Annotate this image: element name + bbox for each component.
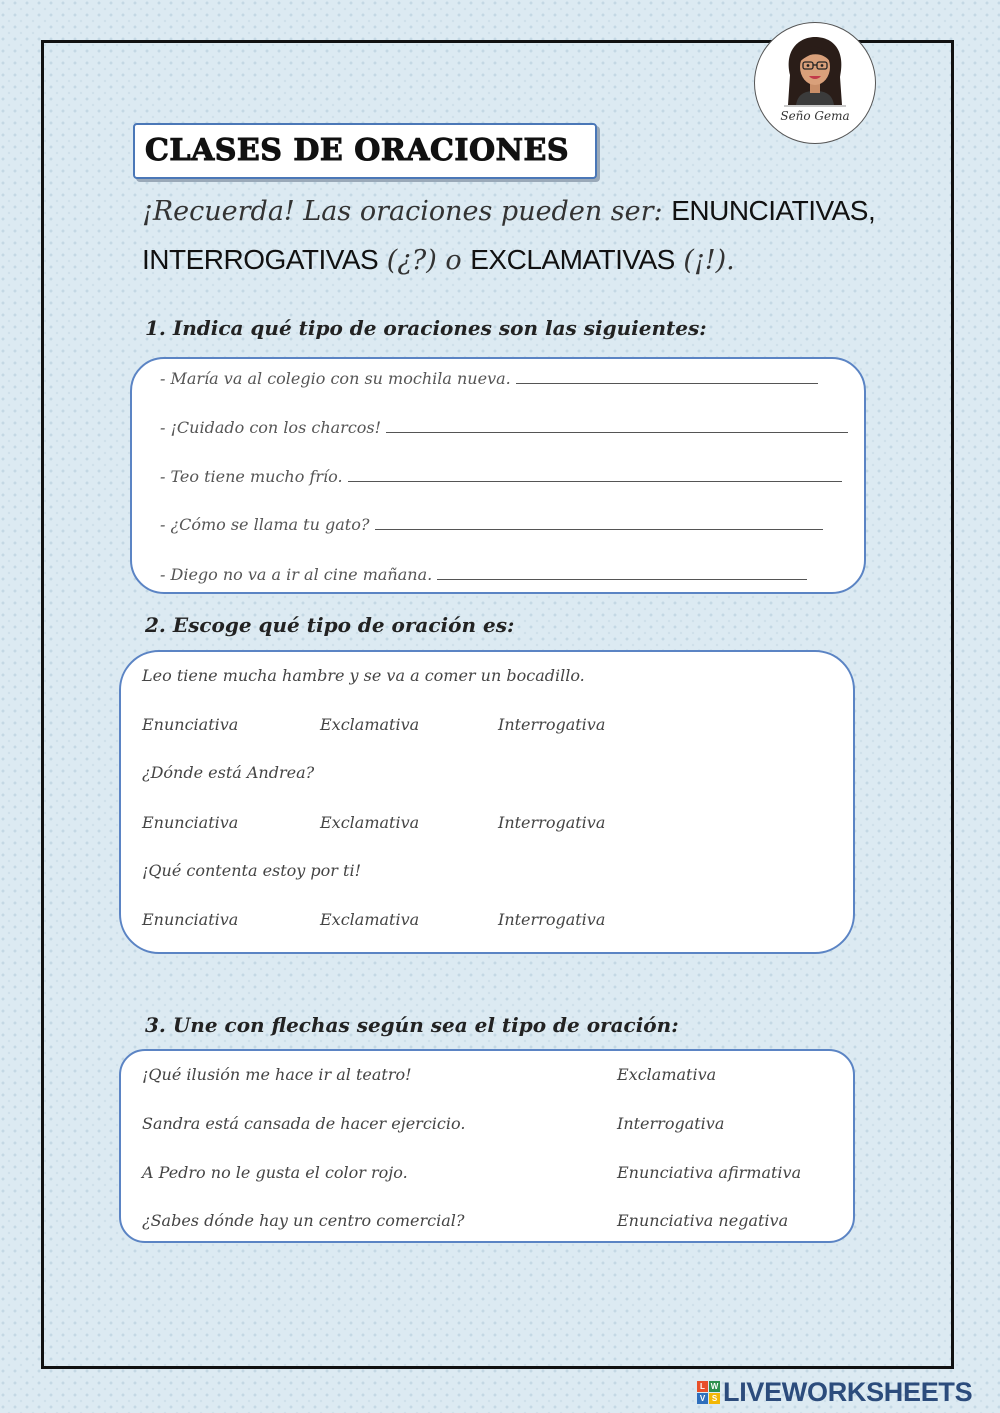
match-left-item[interactable]: ¿Sabes dónde hay un centro comercial? xyxy=(142,1211,465,1230)
exercise-1-item xyxy=(160,515,823,534)
avatar-caption: Seño Gema xyxy=(780,109,850,123)
match-left-item[interactable]: A Pedro no le gusta el color rojo. xyxy=(142,1163,408,1182)
answer-field[interactable] xyxy=(375,516,823,530)
exercise-2-box xyxy=(119,650,855,954)
match-right-item[interactable]: Interrogativa xyxy=(617,1114,725,1133)
option-interrogativa[interactable]: Interrogativa xyxy=(498,813,606,832)
worksheet-title: CLASES DE ORACIONES xyxy=(145,133,570,168)
exercise-1-sentence: - María va al colegio con su mochila nueva. xyxy=(160,369,511,388)
exercise-1-item xyxy=(160,565,807,584)
exercise-1-item xyxy=(160,467,842,486)
option-interrogativa[interactable]: Interrogativa xyxy=(498,910,606,929)
reminder-exclamativas: EXCLAMATIVAS xyxy=(470,244,675,275)
reminder-line-2 xyxy=(142,244,882,276)
reminder-prefix: ¡Recuerda! Las oraciones pueden ser: xyxy=(142,196,672,227)
liveworksheets-logo-icon: L W V S xyxy=(697,1381,720,1404)
reminder-enunciativas: ENUNCIATIVAS, xyxy=(671,195,876,226)
match-right-item[interactable]: Exclamativa xyxy=(617,1065,717,1084)
exercise-2-sentence: ¡Qué contenta estoy por ti! xyxy=(142,861,362,880)
option-interrogativa[interactable]: Interrogativa xyxy=(498,715,606,734)
answer-field[interactable] xyxy=(437,566,807,580)
option-enunciativa[interactable]: Enunciativa xyxy=(142,813,239,832)
liveworksheets-logo xyxy=(697,1376,972,1408)
teacher-portrait-icon xyxy=(782,35,848,113)
reminder-mid: (¿?) o xyxy=(378,245,471,276)
exercise-2-sentence: Leo tiene mucha hambre y se va a comer un bocadillo. xyxy=(142,666,585,685)
exercise-2-sentence: ¿Dónde está Andrea? xyxy=(142,763,315,782)
exercise-1-sentence: - Diego no va a ir al cine mañana. xyxy=(160,565,433,584)
liveworksheets-logo-text: LIVEWORKSHEETS xyxy=(723,1376,973,1407)
option-exclamativa[interactable]: Exclamativa xyxy=(320,910,420,929)
answer-field[interactable] xyxy=(386,419,848,433)
teacher-avatar xyxy=(754,22,876,144)
exercise-1-sentence: - Teo tiene mucho frío. xyxy=(160,467,343,486)
answer-field[interactable] xyxy=(348,468,842,482)
option-enunciativa[interactable]: Enunciativa xyxy=(142,910,239,929)
exercise-1-item xyxy=(160,369,818,388)
match-right-item[interactable]: Enunciativa afirmativa xyxy=(617,1163,802,1182)
exercise-2-title: 2. Escoge qué tipo de oración es: xyxy=(145,613,515,637)
match-left-item[interactable]: Sandra está cansada de hacer ejercicio. xyxy=(142,1114,466,1133)
exercise-1-sentence: - ¿Cómo se llama tu gato? xyxy=(160,515,370,534)
option-exclamativa[interactable]: Exclamativa xyxy=(320,813,420,832)
answer-field[interactable] xyxy=(516,370,818,384)
reminder-line-1 xyxy=(142,195,882,227)
exercise-1-title: 1. Indica qué tipo de oraciones son las siguientes: xyxy=(145,316,707,340)
option-exclamativa[interactable]: Exclamativa xyxy=(320,715,420,734)
worksheet-title-box xyxy=(133,123,597,179)
option-enunciativa[interactable]: Enunciativa xyxy=(142,715,239,734)
match-right-item[interactable]: Enunciativa negativa xyxy=(617,1211,789,1230)
reminder-end: (¡!). xyxy=(674,245,735,276)
exercise-3-title: 3. Une con flechas según sea el tipo de oración: xyxy=(145,1013,679,1037)
exercise-1-item xyxy=(160,418,848,437)
match-left-item[interactable]: ¡Qué ilusión me hace ir al teatro! xyxy=(142,1065,412,1084)
reminder-interrogativas: INTERROGATIVAS xyxy=(142,244,379,275)
exercise-1-sentence: - ¡Cuidado con los charcos! xyxy=(160,418,382,437)
